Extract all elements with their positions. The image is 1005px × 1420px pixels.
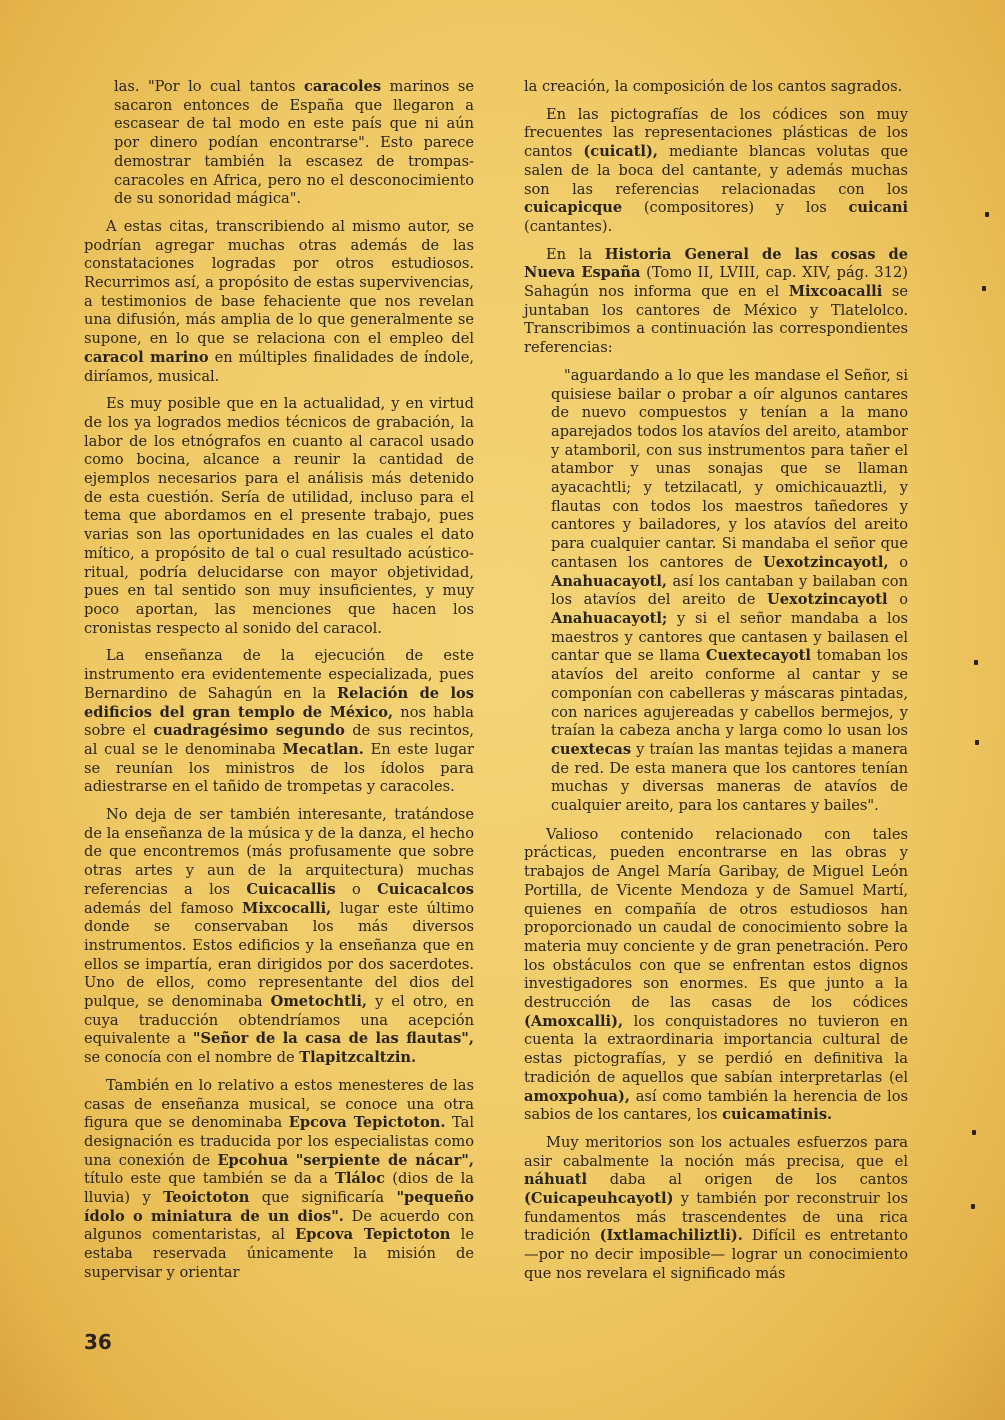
paragraph-continuation: las. "Por lo cual tantos caracoles marinos se sacaron entonces de España que llegaron a escasear de tal modo en este país que ni aún por dinero podían encontrarse". Esto parece demostrar también la escasez de trompas-caracoles en Africa, pero no el desconocimiento de su sonoridad mágica".	[114, 78, 474, 208]
paragraph: Valioso contenido relacionado con tales prácticas, pueden encontrarse en las obras y trabajos de Angel María Garibay, de Miguel León Portilla, de Vicente Mendoza y de Samuel Martí, quienes en compañía de otros estudiosos han proporcionado un caudal de conocimiento sobre la materia muy conciente y de gran penetración. Pero los obstáculos con que se enfrentan estos dignos investigadores son enormes. Es que junto a la destrucción de las casas de los códices (Amoxcalli), los conquistadores no tuvieron en cuenta la extraordinaria importancia cultural de estas pictografías, y se perdió en definitiva la tradición de aquellos que sabían interpretarlas (el amoxpohua), así como también la herencia de los sabios de los cantares, los cuicamatinis.	[524, 825, 908, 1124]
print-speck	[985, 212, 989, 217]
paragraph: En la Historia General de las cosas de Nueva España (Tomo II, LVIII, cap. XIV, pág. 312) Sahagún nos informa que en el Mixcoacalli se juntaban los cantores de México y Tlatelolco. Transcribimos a continuación las correspondientes referencias:	[524, 245, 909, 357]
paragraph: A estas citas, transcribiendo al mismo autor, se podrían agregar muchas otras además de las constataciones logradas por otros estudiosos. Recurrimos así, a propósito de estas supervivencias, a testimonios de base fehaciente que nos revelan una difusión, más amplia de lo que generalmente se supone, en lo que se relaciona con el empleo del caracol marino en múltiples finalidades de índole, diríamos, musical.	[84, 217, 474, 385]
paragraph: Es muy posible que en la actualidad, y en virtud de los ya logrados medios técnicos de grabación, la labor de los etnógrafos en cuanto al caracol usado como bocina, alcance a reunir la cantidad de ejemplos necesarios para el análisis más detenido de esta cuestión. Sería de utilidad, incluso para el tema que abordamos en el presente trabajo, pues varias son las oportunidades en las cuales el dato mítico, a propósito de tal o cual resultado acústico-ritual, podría delucidarse con mayor objetividad, pues en tal sentido son muy insuficientes, y muy poco aportan, las menciones que hacen los cronistas respecto al sonido del caracol.	[84, 395, 474, 637]
paragraph: También en lo relativo a estos menesteres de las casas de enseñanza musical, se conoce una otra figura que se denominaba Epcova Tepictoton. Tal designación es traducida por los especialistas como una conexión de Epcohua "serpiente de nácar", título este que también se da a Tláloc (dios de la lluvia) y Teoictoton que significaría "pequeño ídolo o miniatura de un dios". De acuerdo con algunos comentaristas, al Epcova Tepictoton le estaba reservada únicamente la misión de supervisar y orientar	[84, 1076, 475, 1281]
paragraph: No deja de ser también interesante, tratándose de la enseñanza de la música y de la danza, el hecho de que encontremos (más profusamente que sobre otras artes y aun de la arquitectura) muchas referencias a los Cuicacallis o Cuicacalcos además del famoso Mixcocalli, lugar este último donde se conservaban los más diversos instrumentos. Estos edificios y la enseñanza que en ellos se impartía, eran dirigidos por dos sacerdotes. Uno de ellos, como representante del dios del pulque, se denominaba Ometochtli, y el otro, en cuya traducción obtendríamos una acepción equivalente a "Señor de la casa de las flautas", se conocía con el nombre de Tlapitzcaltzin.	[84, 806, 474, 1067]
print-speck	[972, 1130, 976, 1135]
right-column	[524, 78, 908, 1284]
print-speck	[971, 1204, 975, 1209]
paragraph: La enseñanza de la ejecución de este instrumento era evidentemente especializada, pues Bernardino de Sahagún en la Relación de los edificios del gran templo de México, nos habla sobre el cuadragésimo segundo de sus recintos, al cual se le denominaba Mecatlan. En este lugar se reunían los ministros de los ídolos para adiestrarse en el tañido de trompetas y caracoles.	[84, 647, 475, 796]
print-speck	[982, 286, 986, 291]
paragraph-continuation: la creación, la composición de los cantos sagrados.	[524, 78, 903, 95]
print-speck	[974, 660, 978, 665]
paragraph: Muy meritorios son los actuales esfuerzos para asir cabalmente la noción más precisa, que el náhuatl daba al origen de los cantos (Cuicapeuhcayotl) y también por reconstruir los fundamentos más trascendentes de una rica tradición (Ixtlamachiliztli). Difícil es entretanto —por no decir imposible— lograr un conocimiento que nos revelara el significado más	[524, 1133, 908, 1282]
page-number: 36	[84, 1330, 112, 1354]
block-quote: "aguardando a lo que les mandase el Señor, si quisiese bailar o probar a oír algunos cantares de nuevo compuestos y tenían a la mano aparejados todos los atavíos del areito, atambor y atamboril, con sus instrumentos para tañer el atambor y unas sonajas que se llaman ayacachtli; y tetzilacatl, y omichicauaztli, y flautas con todos los maestros tañedores y cantores y bailadores, y los atavíos del areito para cualquier cantar. Si mandaba el señor que cantasen los cantores de Uexotzincayotl, o Anahuacayotl, así los cantaban y bailaban con los atavíos del areito de Uexotzincayotl o Anahuacayotl; y si el señor mandaba a los maestros y cantores que cantasen y bailasen el cantar que se llama Cuextecayotl tomaban los atavíos del areito conforme al cantar y se componían con cabelleras y máscaras pintadas, con narices agujereadas y cabellos bermejos, y traían la cabeza ancha y larga como lo usan los cuextecas y traían las mantas tejidas a manera de red. De esta manera que los cantores tenían muchas y diversas maneras de atavíos de cualquier areito, para los cantares y bailes".	[551, 366, 908, 815]
print-speck	[975, 740, 979, 745]
left-column	[84, 78, 474, 1283]
paragraph: En las pictografías de los códices son muy frecuentes las representaciones plásticas de los cantos (cuicatl), mediante blancas volutas que salen de la boca del cantante, y además muchas son las referencias relacionadas con los cuicapicque (compositores) y los cuicani (cantantes).	[524, 105, 908, 235]
